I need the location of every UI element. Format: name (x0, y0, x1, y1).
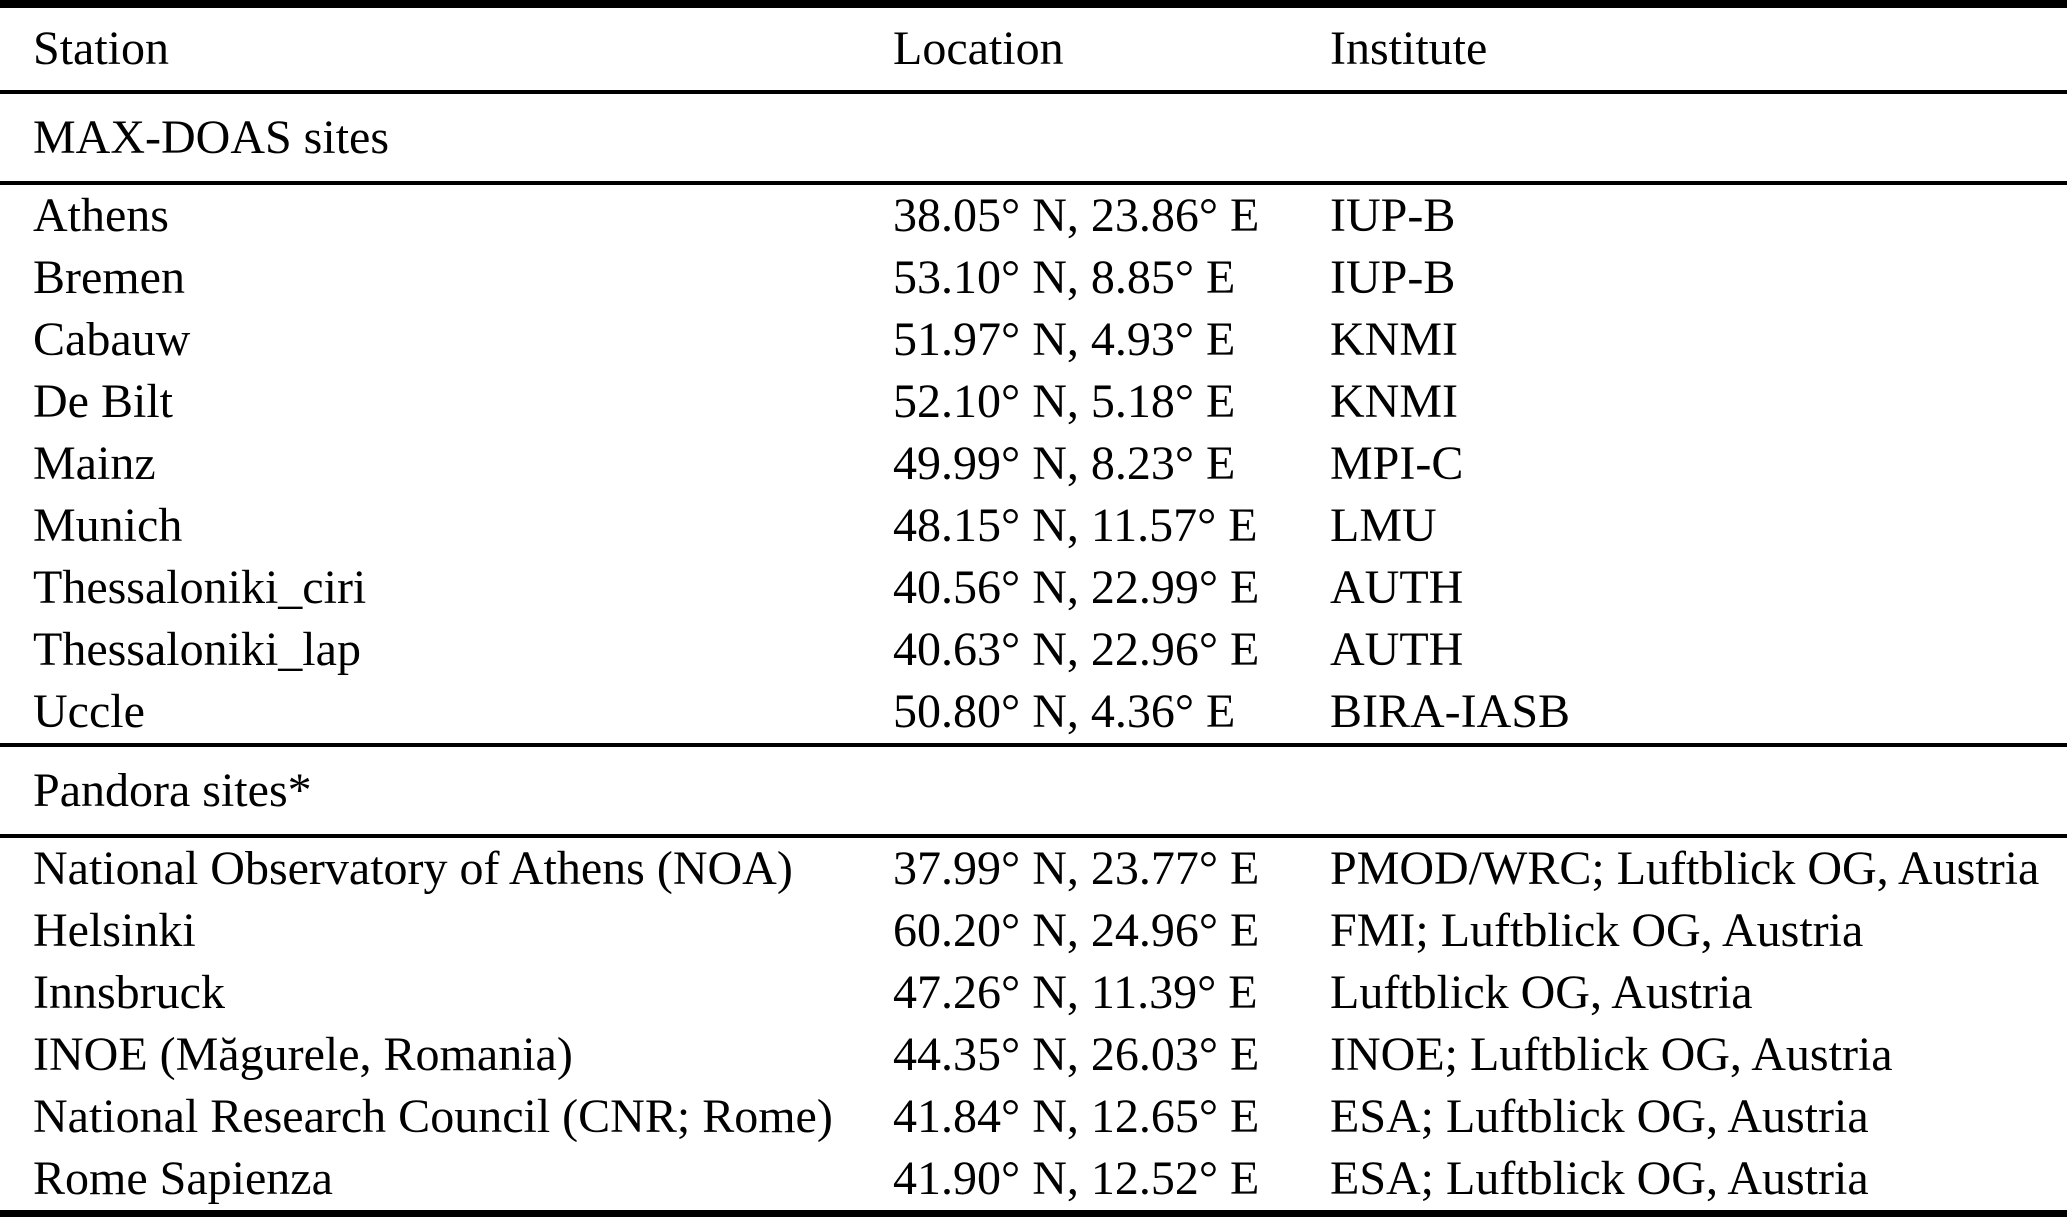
cell-institute: KNMI (1330, 313, 1458, 367)
table-row (0, 371, 2067, 433)
table-row (0, 495, 2067, 557)
table-row (0, 962, 2067, 1024)
section-label: Pandora sites* (33, 763, 312, 817)
cell-institute: AUTH (1330, 623, 1464, 677)
table-top-rule (0, 0, 2067, 8)
section-label: MAX-DOAS sites (33, 110, 390, 164)
cell-location: 53.10° N, 8.85° E (893, 251, 1236, 305)
column-header-station: Station (33, 22, 170, 76)
cell-station: Bremen (33, 251, 185, 305)
table-row (0, 1148, 2067, 1210)
cell-location: 44.35° N, 26.03° E (893, 1028, 1260, 1082)
cell-station: INOE (Măgurele, Romania) (33, 1028, 573, 1082)
cell-institute: LMU (1330, 499, 1437, 553)
cell-location: 37.99° N, 23.77° E (893, 842, 1260, 896)
cell-location: 52.10° N, 5.18° E (893, 375, 1236, 429)
cell-station: De Bilt (33, 375, 173, 429)
cell-station: Thessaloniki_lap (33, 623, 361, 677)
cell-location: 51.97° N, 4.93° E (893, 313, 1236, 367)
cell-institute: KNMI (1330, 375, 1458, 429)
cell-station: Cabauw (33, 313, 191, 367)
table-header-row (0, 8, 2067, 90)
cell-location: 40.56° N, 22.99° E (893, 561, 1260, 615)
cell-institute: MPI-C (1330, 437, 1464, 491)
section-header-maxdoas (0, 94, 2067, 181)
table-row (0, 185, 2067, 247)
cell-location: 50.80° N, 4.36° E (893, 685, 1236, 739)
cell-location: 47.26° N, 11.39° E (893, 966, 1258, 1020)
cell-institute: PMOD/WRC; Luftblick OG, Austria (1330, 842, 2040, 896)
cell-location: 48.15° N, 11.57° E (893, 499, 1258, 553)
cell-institute: ESA; Luftblick OG, Austria (1330, 1090, 1869, 1144)
cell-station: Uccle (33, 685, 145, 739)
table-bottom-rule (0, 1210, 2067, 1217)
table-row (0, 838, 2067, 900)
table-row (0, 557, 2067, 619)
table-row (0, 681, 2067, 743)
cell-station: Mainz (33, 437, 156, 491)
cell-station: Munich (33, 499, 183, 553)
cell-station: Innsbruck (33, 966, 225, 1020)
column-header-location: Location (893, 22, 1064, 76)
cell-station: Rome Sapienza (33, 1152, 333, 1206)
cell-location: 40.63° N, 22.96° E (893, 623, 1260, 677)
cell-station: National Observatory of Athens (NOA) (33, 842, 793, 896)
cell-institute: ESA; Luftblick OG, Austria (1330, 1152, 1869, 1206)
cell-location: 60.20° N, 24.96° E (893, 904, 1260, 958)
table-row (0, 1024, 2067, 1086)
cell-institute: BIRA-IASB (1330, 685, 1571, 739)
cell-location: 38.05° N, 23.86° E (893, 189, 1260, 243)
cell-institute: INOE; Luftblick OG, Austria (1330, 1028, 1893, 1082)
cell-location: 41.84° N, 12.65° E (893, 1090, 1260, 1144)
table-row (0, 619, 2067, 681)
column-header-institute: Institute (1330, 22, 1488, 76)
cell-institute: Luftblick OG, Austria (1330, 966, 1753, 1020)
cell-station: National Research Council (CNR; Rome) (33, 1090, 833, 1144)
table-row (0, 247, 2067, 309)
cell-institute: FMI; Luftblick OG, Austria (1330, 904, 1864, 958)
cell-institute: IUP-B (1330, 251, 1456, 305)
table-row (0, 309, 2067, 371)
table-row (0, 1086, 2067, 1148)
cell-station: Helsinki (33, 904, 196, 958)
table-row (0, 433, 2067, 495)
section-header-pandora (0, 747, 2067, 834)
table-row (0, 900, 2067, 962)
cell-institute: AUTH (1330, 561, 1464, 615)
cell-station: Athens (33, 189, 169, 243)
cell-institute: IUP-B (1330, 189, 1456, 243)
cell-location: 49.99° N, 8.23° E (893, 437, 1236, 491)
cell-location: 41.90° N, 12.52° E (893, 1152, 1260, 1206)
cell-station: Thessaloniki_ciri (33, 561, 367, 615)
